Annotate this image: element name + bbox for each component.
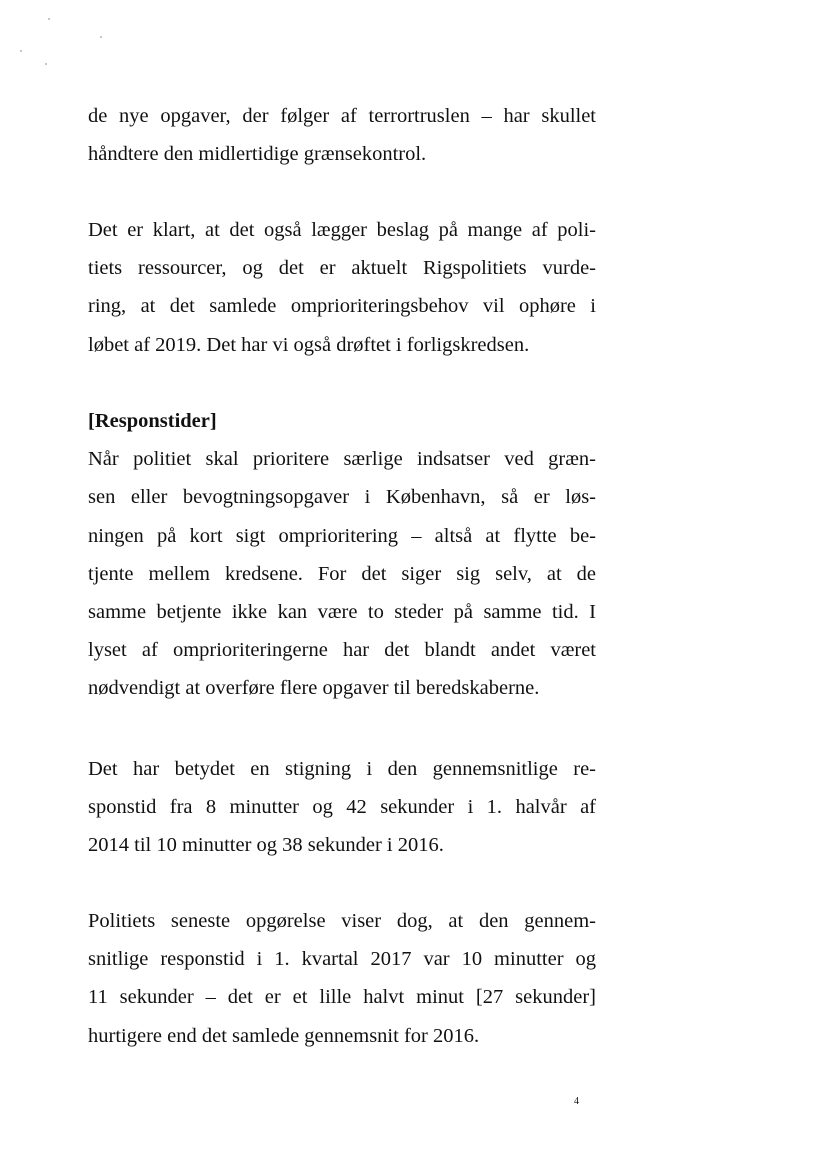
paragraph-line: lyset af omprioriteringerne har det blandt andet været	[88, 639, 596, 662]
paragraph-line: 11 sekunder – det er et lille halvt minut [27 sekunder]	[88, 986, 596, 1009]
paragraph-3	[88, 402, 596, 708]
paragraph-5	[88, 902, 596, 1055]
paragraph-4	[88, 750, 596, 865]
paragraph-line: Politiets seneste opgørelse viser dog, at den gennem-	[88, 910, 596, 932]
paragraph-line: nødvendigt at overføre flere opgaver til beredskaberne.	[88, 677, 540, 700]
paragraph-line: sponstid fra 8 minutter og 42 sekunder i 1. halvår af	[88, 796, 596, 819]
paragraph-line: tiets ressourcer, og det er aktuelt Rigspolitiets vurde-	[88, 257, 596, 280]
section-heading: [Responstider]	[88, 410, 217, 432]
paragraph-line: hurtigere end det samlede gennemsnit for 2016.	[88, 1024, 480, 1047]
paragraph-line: Det har betydet en stigning i den gennemsnitlige re-	[88, 758, 596, 780]
scan-speck	[48, 18, 50, 20]
paragraph-line: ring, at det samlede omprioriteringsbehov vil ophøre i	[88, 295, 596, 318]
scan-speck	[45, 63, 47, 65]
paragraph-line: håndtere den midlertidige grænsekontrol.	[88, 143, 427, 166]
paragraph-line: de nye opgaver, der følger af terrortruslen – har skullet	[88, 105, 596, 127]
paragraph-line: løbet af 2019. Det har vi også drøftet i forligskredsen.	[88, 333, 530, 356]
paragraph-line: tjente mellem kredsene. For det siger sig selv, at de	[88, 562, 596, 585]
paragraph-line: ningen på kort sigt omprioritering – altså at flytte be-	[88, 524, 596, 547]
paragraph-line: samme betjente ikke kan være to steder på samme tid. I	[88, 600, 596, 623]
paragraph-1	[88, 97, 596, 173]
paragraph-line: 2014 til 10 minutter og 38 sekunder i 2016.	[88, 834, 444, 857]
page-number: 4	[574, 1096, 579, 1107]
scan-speck	[100, 36, 102, 38]
scan-speck	[20, 50, 22, 52]
paragraph-line: sen eller bevogtningsopgaver i København, så er løs-	[88, 486, 596, 509]
paragraph-2	[88, 211, 596, 364]
paragraph-line: Det er klart, at det også lægger beslag på mange af poli-	[88, 219, 596, 241]
paragraph-line: Når politiet skal prioritere særlige indsatser ved græn-	[88, 448, 596, 471]
paragraph-line: snitlige responstid i 1. kvartal 2017 var 10 minutter og	[88, 948, 596, 971]
